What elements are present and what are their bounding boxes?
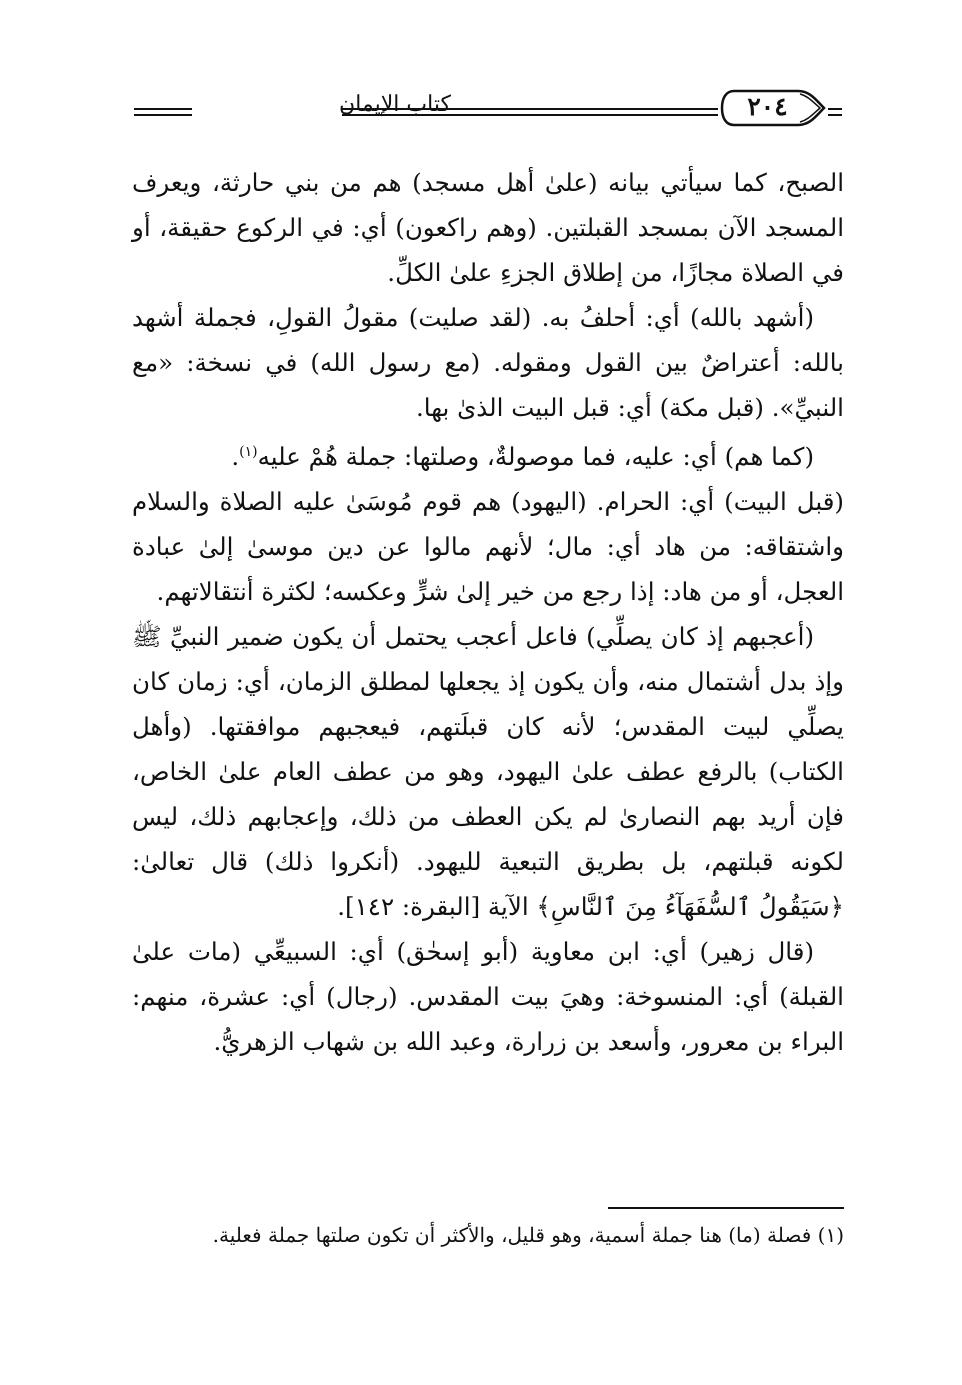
paragraph-text: (كما هم) أي: عليه، فما موصولةٌ، وصلتها: جملة هُمْ عليه [257, 442, 814, 472]
paragraph: (أعجبهم إذ كان يصلِّي) فاعل أعجب يحتمل أن يكون ضمير النبيِّ ﷺ وإذ بدل أشتمال منه، وأن يكون إذ يجعلها لمطلق الزمان، أي: زمان كان يصلِّي لبيت المقدس؛ لأنه كان قبلَتهم، فيعجبهم موافقتها. (وأهل الكتاب) بالرفع عطف علىٰ اليهود، وهو من عطف العام علىٰ الخاص، فإن أريد بهم النصارىٰ لم يكن العطف من ذلك، وإعجابهم ذلك، ليس لكونه قبلتهم، بل بطريق التبعية لليهود. (أنكروا ذلك) قال تعالىٰ: ﴿سَيَقُولُ ٱلسُّفَهَآءُ مِنَ ٱلنَّاسِ﴾ الآية [البقرة: ١٤٢]. [132, 622, 844, 922]
header-rule-right-2 [828, 114, 842, 116]
header-rule-left [134, 108, 192, 110]
main-text [132, 160, 844, 1064]
page-number: ٢٠٤ [747, 92, 788, 121]
header-rule-left-2 [134, 114, 192, 116]
page-number-badge [720, 88, 828, 128]
paragraph: (أشهد بالله) أي: أحلفُ به. (لقد صليت) مقولُ القولِ، فجملة أشهد بالله: أعتراضٌ بين القول ومقوله. (مع رسول الله) في نسخة: «مع النبيِّ». (قبل مكة) أي: قبل البيت الذىٰ بها. [132, 303, 844, 422]
footnote-separator [608, 1207, 844, 1209]
paragraph: (كما هم) أي: عليه، فما موصولةٌ، وصلتها: جملة هُمْ عليه$^{(١)}$. [231, 442, 814, 472]
paragraph: الصبح، كما سيأتي بيانه (علىٰ أهل مسجد) هم من بني حارثة، ويعرف المسجد الآن بمسجد القبلتين. (وهم راكعون) أي: في الركوع حقيقة، أو في الصلاة مجازًا، من إطلاق الجزءِ علىٰ الكلِّ. [132, 168, 844, 287]
header-rule-middle [342, 108, 718, 110]
running-header [130, 86, 842, 142]
paragraph: (قبل البيت) أي: الحرام. (اليهود) هم قوم مُوسَىٰ عليه الصلاة والسلام واشتقاقه: من هاد أي: مال؛ لأنهم مالوا عن دين موسىٰ إلىٰ عبادة العجل، أو من هاد: إذا رجع من خير إلىٰ شرٍّ وعكسه؛ لكثرة أنتقالاتهم. [132, 487, 844, 607]
footnote-reference[interactable]: (١) [239, 444, 258, 460]
footnote: (١) فصلة (ما) هنا جملة أسمية، وهو قليل، والأكثر أن تكون صلتها جملة فعلية. [212, 1223, 844, 1247]
book-title: كتاب الإيمان [339, 92, 451, 117]
header-rule-right [828, 108, 842, 110]
header-rule-middle-2 [342, 114, 718, 116]
paragraph: (قال زهير) أي: ابن معاوية (أبو إسحٰق) أي: السبيعِّي (مات علىٰ القبلة) أي: المنسوخة: وهيَ بيت المقدس. (رجال) أي: عشرة، منهم: البراء بن معرور، وأسعد بن زرارة، وعبد الله بن شهاب الزهريُّ. [132, 937, 844, 1057]
